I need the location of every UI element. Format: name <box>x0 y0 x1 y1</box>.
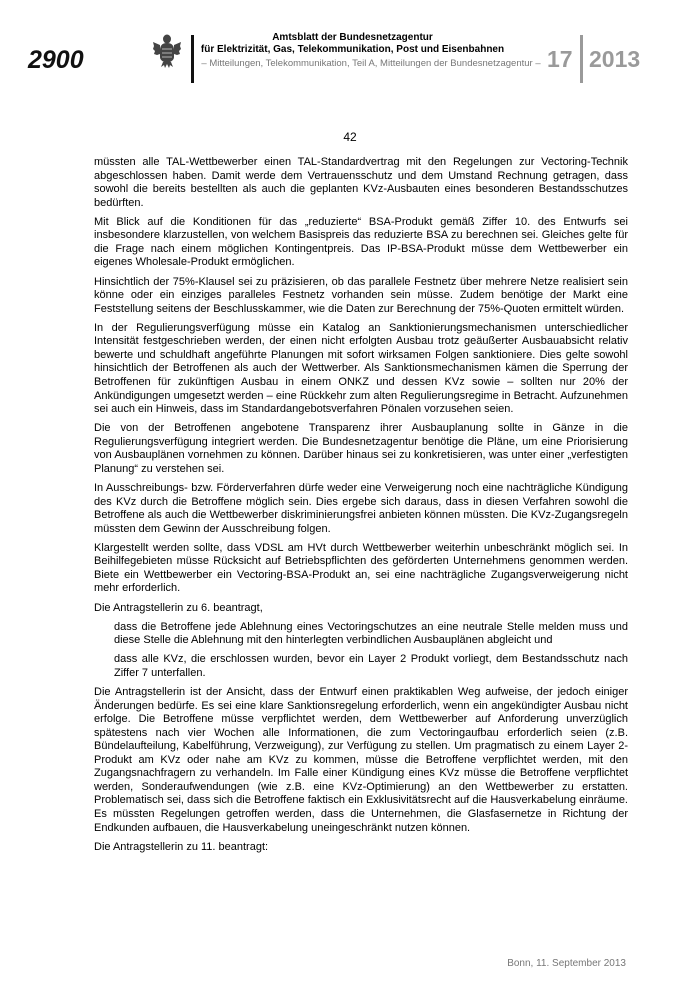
indented-paragraph: dass die Betroffene jede Ablehnung eines Vectoringschutzes an eine neutrale Stelle melden muss und diese Stelle die Ablehnung mit den hinterlegten verbindlichen Ausbauplänen abgleicht und <box>114 620 628 647</box>
federal-eagle-icon <box>152 32 182 68</box>
paragraph: Klargestellt werden sollte, dass VDSL am HVt durch Wettbewerber weiterhin unbeschränkt möglich sei. In Beihilfegebieten müsse Rücksicht auf Betriebspflichten des geförderten Unternehmens genommen werden. Biete ein Wettbewerber ein Vectoring-BSA-Produkt an, sei eine nachträgliche Zugangsverweigerung nicht mehr erforderlich. <box>94 541 628 595</box>
header-divider-left <box>191 35 194 83</box>
issue-year: 2013 <box>589 46 641 72</box>
paragraph: In Ausschreibungs- bzw. Förderverfahren dürfe weder eine Verweigerung noch eine nachträgliche Kündigung des KVz durch die Betroffene möglich sein. Dies ergebe sich daraus, dass in diesen Verfahren sowohl die Betroffene als auch die Wettbewerber diskriminierungsfrei anbieten können müssten. Die KVz-Zugangsregeln müssten dem Gewinn der Ausschreibung folgen. <box>94 482 628 535</box>
paragraph: Hinsichtlich der 75%-Klausel sei zu präzisieren, ob das parallele Festnetz über mehrere Netze realisiert sein könne oder ein einziges paralleles Festnetz vorhanden sein müsse. Zudem benötige der Markt eine Feststellung seitens der Beschlusskammer, wie die Daten zur Berechnung der 75%-Quoten ermittelt würden. <box>94 275 628 315</box>
paragraph: Mit Blick auf die Konditionen für das „reduzierte“ BSA-Produkt gemäß Ziffer 10. des Entwurfs sei insbesondere klarzustellen, von welchem Basispreis das reduzierte BSA zu berechnen sei. Gleiches gelte für die Frage nach einem möglichen Kontingentpreis. Das IP-BSA-Produkt müsse dem Wettbewerber ein eigenes Wholesale-Produkt ermöglichen. <box>94 215 628 269</box>
gazette-section-subtitle: – Mitteilungen, Telekommunikation, Teil A, Mitteilungen der Bundesnetzagentur – <box>201 58 541 69</box>
document-body <box>94 156 628 860</box>
paragraph: müssten alle TAL-Wettbewerber einen TAL-Standardvertrag mit den Regelungen zur Vectoring-Technik abgeschlossen haben. Damit werde dem Vertrauensschutz und dem Umstand Rechnung getragen, dass sowohl die bereits bestellten als auch die geplanten KVz-Ausbauten eines besonderen Bestandsschutzes bedürften. <box>94 156 628 209</box>
gazette-title: Amtsblatt der Bundesnetzagentur <box>272 32 433 43</box>
gazette-title-subline: für Elektrizität, Gas, Telekommunikation, Post und Eisenbahnen <box>200 44 505 55</box>
issue-number: 17 <box>547 46 573 72</box>
paragraph: Die von der Betroffenen angebotene Transparenz ihrer Ausbauplanung sollte in Gänze in die Regulierungsverfügung integriert werden. Die Bundesnetzagentur benötige die Pläne, um eine Priorisierung von Ausbauplänen vornehmen zu können. Darüber hinaus sei zu konkretisieren, was unter einer „verfestigten Planung“ zu verstehen sei. <box>94 422 628 475</box>
paragraph: Die Antragstellerin zu 6. beantragt, <box>94 601 263 614</box>
paragraph: Die Antragstellerin ist der Ansicht, dass der Entwurf einen praktikablen Weg aufweise, der jedoch einiger Änderungen bedürfe. Es sei eine klare Sanktionsregelung erforderlich, wenn ein angekündigter Ausbau nicht erfolge. Die Betroffene müsse verpflichtet werden, dem Wettbewerber auf Anforderung unverzüglich spätestens nach vier Wochen alle Informationen, die zum Vectoringaufbau erforderlich seien (z.B. Bündelaufteilung, Kabelführung, Verzweigung), zur Verfügung zu stellen. Um pragmatisch zu einem Layer 2-Produkt am KVz oder nahe am KVz zu kommen, müsse die Betroffene verpflichtet werden, mit den Zugangsnachfragern zu verhandeln. Im Falle einer Kündigung eines KVz müsse die Betroffene verpflichtet werden, Sonderaufwendungen (wie z.B. eine KVz-Optimierung) an den Wettbewerber zu erstatten. Problematisch sei, dass sich die Betroffene faktisch ein Exklusivitätsrecht auf die Hausverkabelung einräume. Es müssten Regelungen getroffen werden, dass die Unternehmen, die Glasfasernetze in Richtung der Endkunden aufbauen, die Hausverkabelung uneingeschränkt nutzen können. <box>94 686 628 834</box>
indented-paragraph: dass alle KVz, die erschlossen wurden, bevor ein Layer 2 Produkt vorliegt, dem Bestandsschutz nach Ziffer 7 unterfallen. <box>114 653 628 679</box>
document-page-number: 42 <box>343 130 357 144</box>
paragraph: In der Regulierungsverfügung müsse ein Katalog an Sanktionierungsmechanismen unterschiedlicher Intensität festgeschrieben werden, der einen nicht erfolgten Ausbau trotz geäußerter Ausbauabsicht relativ bewerte und schuldhaft angeführte Planungen mit sofort wirksamen Folgen sanktioniere. Dies gelte sowohl hinsichtlich der Betroffenen als auch der Wettwerber. Als Sanktionsmechanismen kämen die Sperrung der Betroffenen für zukünftigen Ausbau in einem ONKZ und dessen KVz sowie – sollten nur 20% der Ankündigungen umgesetzt werden – eine Rückkehr zum alten Regulierungsregime in Betracht. Aufzunehmen sei auch ein Hinweis, dass im Standardangebotsverfahren Pönalen vorzusehen seien. <box>94 321 628 416</box>
gazette-page-number: 2900 <box>28 46 84 74</box>
footer-place-date: Bonn, 11. September 2013 <box>507 958 626 969</box>
paragraph: Die Antragstellerin zu 11. beantragt: <box>94 840 269 853</box>
header-divider-right <box>580 35 583 83</box>
